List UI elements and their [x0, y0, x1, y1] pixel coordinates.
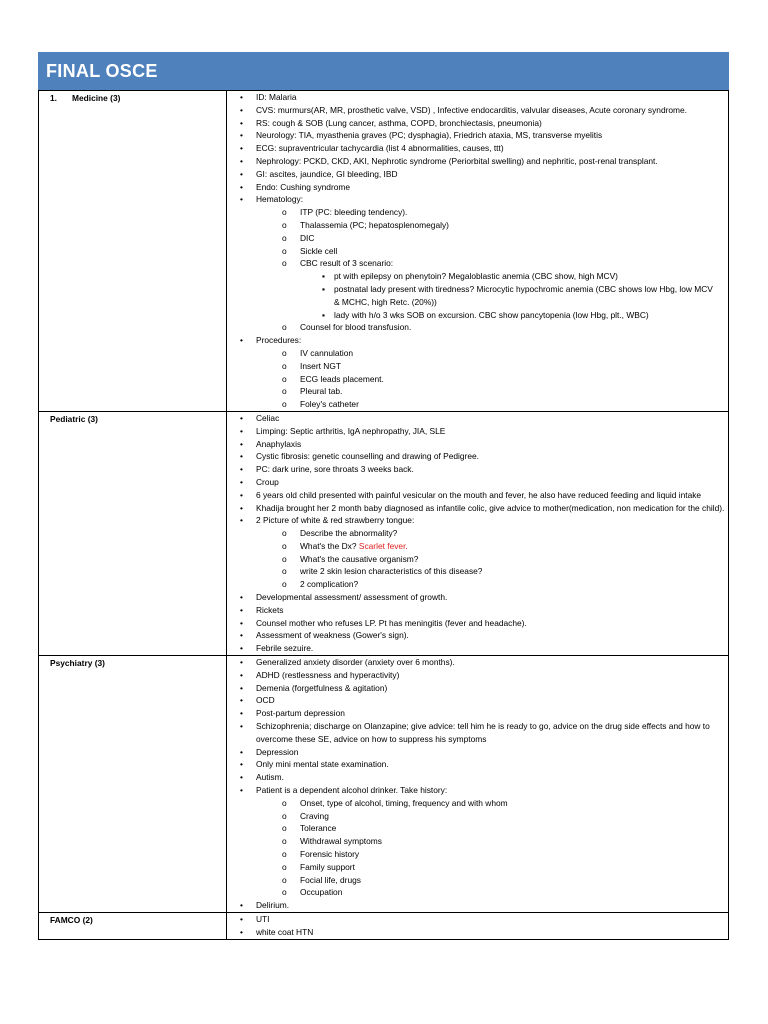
list-item: • Assessment of weakness (Gower's sign). [240, 630, 409, 641]
sub-list-item: o Pleural tab. [282, 386, 343, 397]
category-label: Psychiatry (3) [50, 658, 105, 669]
list-item: • Delirium. [240, 900, 290, 911]
list-item: • Post-partum depression [240, 708, 345, 719]
list-item: • Endo: Cushing syndrome [240, 181, 351, 192]
list-item: • OCD [240, 695, 275, 706]
list-item: • Limping: Septic arthritis, IgA nephropathy, JIA, SLE [240, 425, 446, 436]
list-item: • 2 Picture of white & red strawberry tongue: [240, 515, 415, 526]
list-item: • Schizophrenia; discharge on Olanzapine; give advice: tell him he is ready to go, advice on the drug side effects and how to overcome these SE, advice on how to suppress his symptoms [240, 721, 710, 744]
sub-list-item: o Focial life, drugs [282, 874, 361, 885]
sub-list-item: o What's the Dx? Scarlet fever. [282, 540, 408, 551]
category-label: Pediatric (3) [50, 413, 98, 424]
list-item: • Autism. [240, 772, 284, 783]
list-item: • Cystic fibrosis: genetic counselling and drawing of Pedigree. [240, 451, 479, 462]
list-item: • RS: cough & SOB (Lung cancer, asthma, COPD, bronchiectasis, pneumonia) [240, 117, 542, 128]
sub-list-item: o 2 complication? [282, 579, 359, 590]
list-item: • Depression [240, 746, 299, 757]
items-cell [227, 411, 729, 655]
highlighted-answer: Scarlet fever. [358, 540, 408, 551]
bullet-list [227, 91, 728, 411]
items-cell [227, 91, 729, 412]
list-item: • ID: Malaria [240, 92, 297, 102]
sub-list-item: o What's the causative organism? [282, 553, 419, 564]
category-cell [39, 411, 227, 655]
section-number: 1. [50, 93, 57, 103]
bullet-list [227, 913, 728, 939]
sub-list-item: o IV cannulation [282, 347, 354, 358]
items-cell [227, 656, 729, 913]
document-page [38, 52, 729, 940]
category-cell [39, 656, 227, 913]
category-label: Medicine (3) [72, 93, 121, 103]
category-cell [39, 913, 227, 940]
bullet-list [227, 412, 728, 655]
list-item: • Nephrology: PCKD, CKD, AKI, Nephrotic syndrome (Periorbital swelling) and nephritic, post-renal transplant. [240, 155, 658, 166]
list-item: • white coat HTN [240, 926, 314, 937]
sub-list-item: o write 2 skin lesion characteristics of this disease? [282, 566, 483, 577]
list-item: • ADHD (restlessness and hyperactivity) [240, 669, 400, 680]
list-item: • Hematology: [240, 194, 304, 205]
list-item: • Demenia (forgetfulness & agitation) [240, 682, 388, 693]
sub-list-item: o ITP (PC: bleeding tendency). [282, 207, 408, 218]
sub-list-item: o Describe the abnormality? [282, 528, 398, 539]
sub-list-item: o DIC [282, 232, 315, 243]
list-item: • Only mini mental state examination. [240, 759, 389, 770]
list-item: • Rickets [240, 604, 284, 615]
sub-list-item: o CBC result of 3 scenario: [282, 258, 394, 269]
list-item: • CVS: murmurs(AR, MR, prosthetic valve, VSD) , Infective endocarditis, valvular diseases, Acute coronary syndrome. [240, 104, 688, 115]
sub-list-item: o Sickle cell [282, 245, 338, 256]
list-item: • Khadija brought her 2 month baby diagnosed as infantile colic, give advice to mother(medication, non medication for the child). [240, 502, 725, 513]
table-row-pediatric [39, 411, 729, 655]
sub-list-item: o Counsel for blood transfusion. [282, 322, 412, 333]
table-row-psychiatry [39, 656, 729, 913]
list-item: • UTI [240, 914, 270, 924]
list-item: • GI: ascites, jaundice, GI bleeding, IBD [240, 168, 398, 179]
sub-sub-list-item: ▪ lady with h/o 3 wks SOB on excursion. CBC show pancytopenia (low Hbg, plt., WBC) [322, 309, 649, 320]
sub-sub-list-item: ▪ postnatal lady present with tiredness? Microcytic hypochromic anemia (CBC shows low Hbg, low MCV & MCHC, high Retc. (20%)) [322, 283, 713, 307]
category-cell [39, 91, 227, 412]
sub-list-item: o Onset, type of alcohol, timing, frequency and with whom [282, 797, 508, 808]
list-item: • Patient is a dependent alcohol drinker. Take history: [240, 785, 448, 796]
bullet-list [227, 656, 728, 912]
osce-table [38, 90, 729, 940]
page-title: FINAL OSCE [46, 60, 158, 81]
list-item: • ECG: supraventricular tachycardia (list 4 abnormalities, causes, ttt) [240, 143, 504, 154]
sub-list-item: o Withdrawal symptoms [282, 836, 382, 847]
category-label: FAMCO (2) [50, 915, 93, 925]
title-bar [38, 52, 729, 90]
sub-sub-list-item: ▪ pt with epilepsy on phenytoin? Megaloblastic anemia (CBC show, high MCV) [322, 271, 618, 282]
sub-list-item: o ECG leads placement. [282, 373, 384, 384]
sub-list-item: o Craving [282, 810, 329, 821]
list-item: • Croup [240, 476, 279, 487]
list-item: • 6 years old child presented with painful vesicular on the mouth and fever, he also have reduced feeding and liquid intake [240, 489, 702, 500]
sub-list-item: o Family support [282, 861, 355, 872]
items-cell [227, 913, 729, 940]
list-item: • Celiac [240, 412, 280, 423]
list-item: • PC: dark urine, sore throats 3 weeks back. [240, 464, 414, 475]
sub-list-item: o Foley's catheter [282, 399, 359, 410]
sub-list-item: o Tolerance [282, 823, 337, 834]
list-item: • Anaphylaxis [240, 438, 302, 449]
list-item: • Counsel mother who refuses LP. Pt has meningitis (fever and headache). [240, 617, 527, 628]
table-row-famco [39, 913, 729, 940]
sub-list-item: o Forensic history [282, 849, 360, 860]
list-item: • Neurology: TIA, myasthenia graves (PC; dysphagia), Friedrich ataxia, MS, transverse myelitis [240, 130, 603, 141]
list-item: • Febrile sezuire. [240, 643, 314, 654]
list-item: • Developmental assessment/ assessment of growth. [240, 592, 448, 603]
sub-list-item: o Thalassemia (PC; hepatosplenomegaly) [282, 219, 449, 230]
table-row-medicine [39, 91, 729, 412]
sub-list-item: o Insert NGT [282, 360, 341, 371]
list-item: • Generalized anxiety disorder (anxiety over 6 months). [240, 657, 455, 668]
sub-list-item: o Occupation [282, 887, 343, 898]
list-item: • Procedures: [240, 335, 302, 346]
